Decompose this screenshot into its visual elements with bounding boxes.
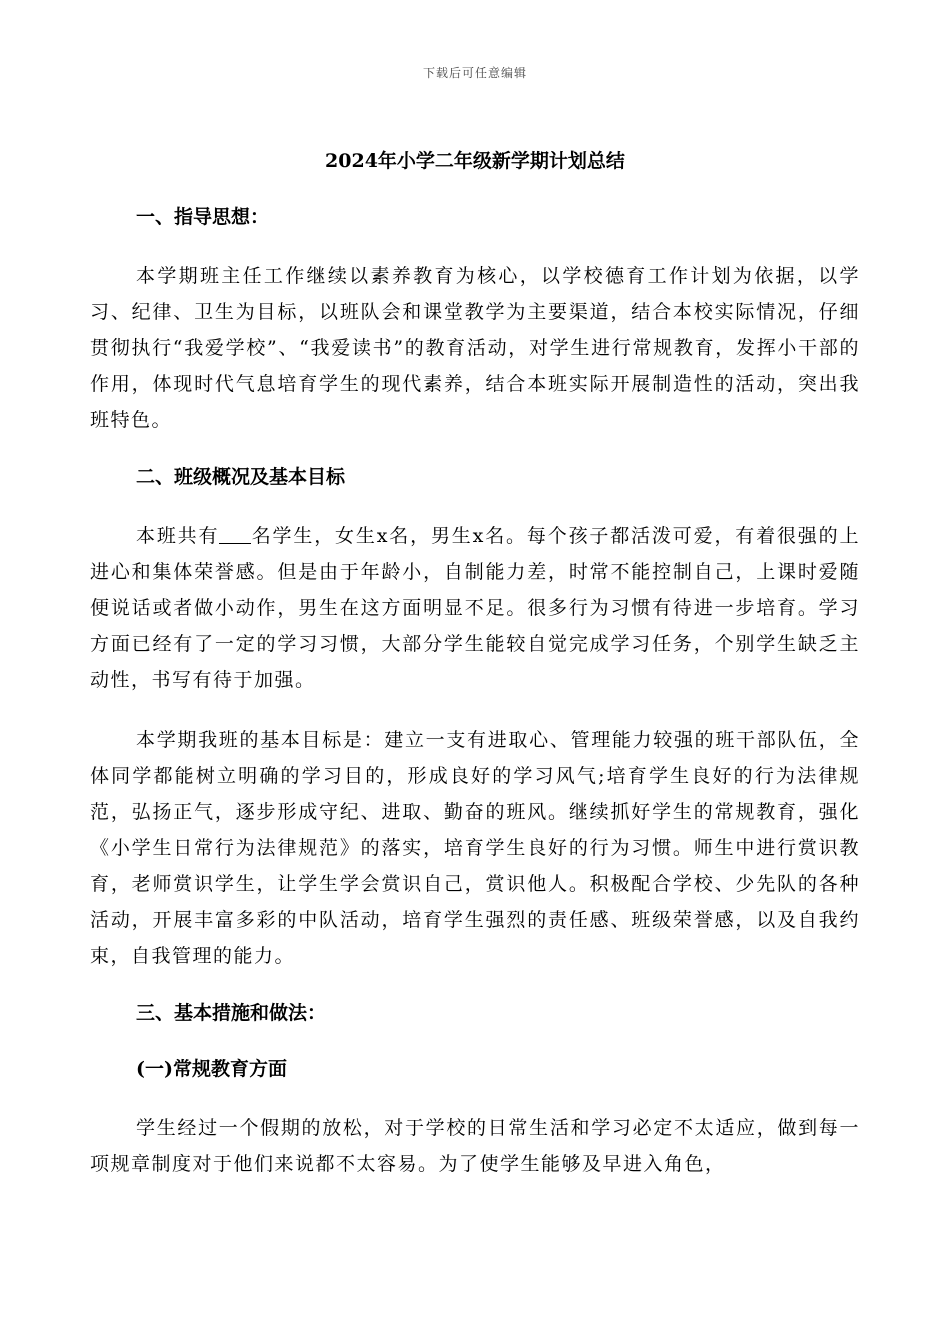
section1-heading: 一、指导思想： bbox=[136, 206, 270, 228]
section1-paragraph: 本学期班主任工作继续以素养教育为核心，以学校德育工作计划为依据，以学习、纪律、卫生为目标，以班队会和课堂教学为主要渠道，结合本校实际情况，仔细贯彻执行“我爱学校”、“我爱读书”的教育活动，对学生进行常规教育，发挥小干部的作用，体现时代气息培育学生的现代素养，结合本班实际开展制造性的活动，突出我班特色。 bbox=[90, 265, 860, 431]
section3-sub1-heading: (一)常规教育方面 bbox=[136, 1058, 287, 1080]
document-title: 2024年小学二年级新学期计划总结 bbox=[325, 150, 625, 172]
section2-paragraph1-rest: 名学生，女生x名，男生x名。每个孩子都活泼可爱，有着很强的上进心和集体荣誉感。但是由于年龄小，自制能力差，时常不能控制自己，上课时爱随便说话或者做小动作，男生在这方面明显不足。很多行为习惯有待进一步培育。学习方面已经有了一定的学习习惯，大部分学生能较自觉完成学习任务，个别学生缺乏主动性，书写有待于加强。 bbox=[90, 525, 860, 691]
fill-in-blank bbox=[219, 525, 251, 544]
section2-paragraph1-prefix: 本班共有 bbox=[136, 525, 220, 547]
document-body bbox=[90, 202, 860, 1182]
section2-heading: 二、班级概况及基本目标 bbox=[136, 466, 346, 488]
section2-paragraph2: 本学期我班的基本目标是：建立一支有进取心、管理能力较强的班干部队伍，全体同学都能树立明确的学习目的，形成良好的学习风气;培育学生良好的行为法律规范，弘扬正气，逐步形成守纪、进取、勤奋的班风。继续抓好学生的常规教育，强化《小学生日常行为法律规范》的落实，培育学生良好的行为习惯。师生中进行赏识教育，老师赏识学生，让学生学会赏识自己，赏识他人。积极配合学校、少先队的各种活动，开展丰富多彩的中队活动，培育学生强烈的责任感、班级荣誉感，以及自我约束，自我管理的能力。 bbox=[90, 729, 860, 967]
section3-sub1-paragraph: 学生经过一个假期的放松，对于学校的日常生活和学习必定不太适应，做到每一项规章制度对于他们来说都不太容易。为了使学生能够及早进入角色， bbox=[90, 1117, 860, 1175]
section2-paragraph1 bbox=[90, 518, 860, 698]
header-note: 下载后可任意编辑 bbox=[422, 66, 527, 80]
section3-heading: 三、基本措施和做法： bbox=[136, 1002, 327, 1024]
